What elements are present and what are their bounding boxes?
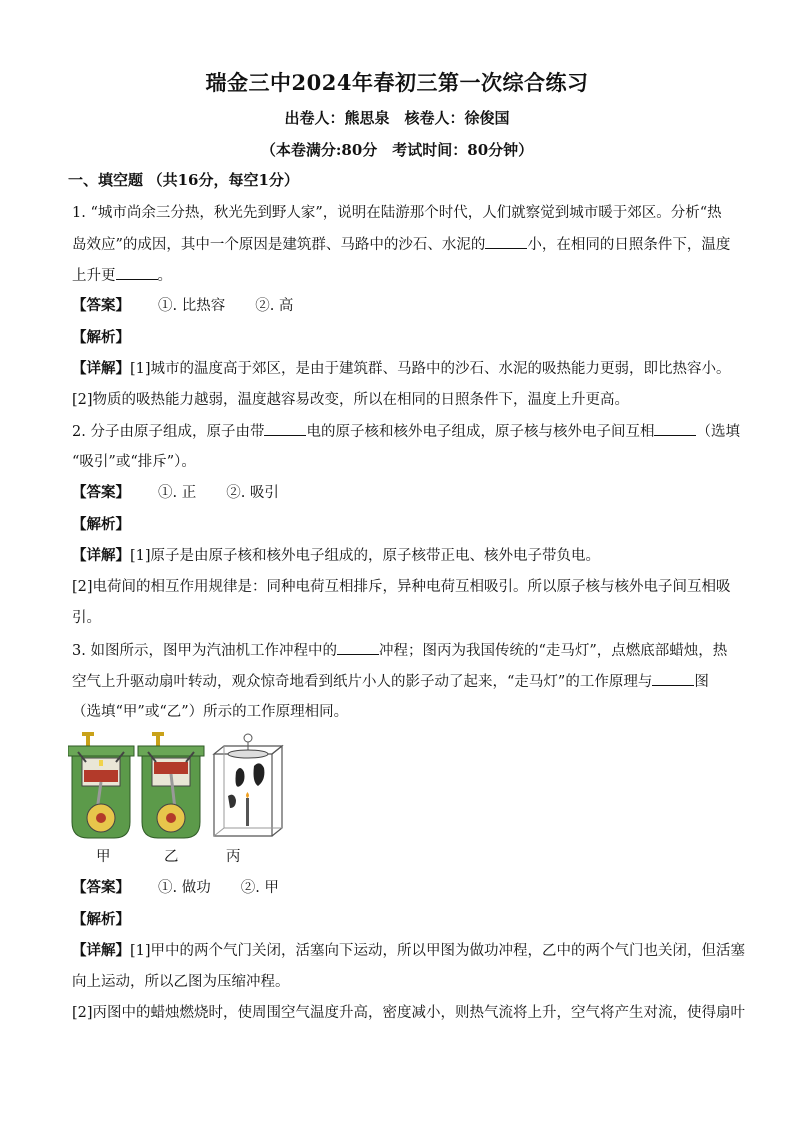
section-title: 一、填空题 <box>68 171 144 189</box>
q1-detail-text-1: [1]城市的温度高于郊区，是由于建筑群、马路中的沙石、水泥的吸热能力更弱，即比热容小。 <box>130 361 731 377</box>
answer-label: 【答案】 <box>72 484 130 501</box>
q3-text-2a: 空气上升驱动扇叶转动，观众惊奇地看到纸片小人的影子动了起来，“走马灯”的工作原理与 <box>72 674 653 690</box>
answer-blank <box>654 421 696 436</box>
q2-detail-1 <box>72 546 600 566</box>
q3-line-1 <box>72 640 727 661</box>
page-title: 瑞金三中2024年春初三第一次综合练习 <box>205 70 589 95</box>
detail-label: 【详解】 <box>72 942 130 959</box>
analysis-label: 【解析】 <box>72 911 130 928</box>
q3-line-2 <box>72 671 709 692</box>
q2-detail-2: [2]电荷间的相互作用规律是：同种电荷互相排斥，异种电荷互相吸引。所以原子核与核外电子间互相吸 <box>72 579 731 595</box>
answer-blank <box>264 421 306 436</box>
q2-answer-2: ②. 吸引 <box>226 485 279 501</box>
q1-text-2b: 小，在相同的日照条件下，温度 <box>527 237 731 253</box>
detail-label: 【详解】 <box>72 360 130 377</box>
q3-detail-text-1: [1]甲中的两个气门关闭，活塞向下运动，所以甲图为做功冲程，乙中的两个气门也关闭，但活塞 <box>130 943 746 959</box>
answer-blank <box>337 640 379 655</box>
lantern-diagram <box>214 734 282 836</box>
answer-blank <box>485 234 527 249</box>
q3-text-2b: 图 <box>694 674 709 690</box>
analysis-label: 【解析】 <box>72 516 130 533</box>
q2-detail-3: 引。 <box>72 610 101 626</box>
exam-info-line: （本卷满分:80分 考试时间：80分钟） <box>260 141 534 159</box>
q3-text-1a: 3. 如图所示，图甲为汽油机工作冲程中的 <box>72 643 337 659</box>
answer-label: 【答案】 <box>72 297 130 314</box>
q2-text-1a: 2. 分子由原子组成，原子由带 <box>72 424 265 440</box>
q3-detail-2: 向上运动，所以乙图为压缩冲程。 <box>72 974 290 990</box>
q2-answer-1: ①. 正 <box>158 485 197 501</box>
q3-answer-2: ②. 甲 <box>240 880 279 896</box>
figure-label-bing: 丙 <box>226 849 241 865</box>
engine-yi-diagram <box>138 732 204 838</box>
q1-detail-2: [2]物质的吸热能力越弱，温度越容易改变，所以在相同的日照条件下，温度上升更高。 <box>72 392 630 408</box>
q1-text-3a: 上升更 <box>72 268 116 284</box>
q1-line-1: 1. “城市尚余三分热，秋光先到野人家”，说明在陆游那个时代，人们就察觉到城市暖于郊区。分析“热 <box>72 205 722 221</box>
q1-detail-1 <box>72 359 731 379</box>
q3-text-1b: 冲程；图丙为我国传统的“走马灯”，点燃底部蜡烛，热 <box>378 643 728 659</box>
section-heading <box>68 170 299 191</box>
q2-text-1c: （选填 <box>696 424 740 440</box>
q3-detail-3: [2]丙图中的蜡烛燃烧时，使周围空气温度升高，密度减小，则热气流将上升，空气将产生对流，使得扇叶 <box>72 1005 746 1021</box>
q2-detail-text-1: [1]原子是由原子核和核外电子组成的，原子核带正电、核外电子带负电。 <box>130 548 601 564</box>
q1-answer <box>72 296 323 316</box>
engine-lantern-figure <box>68 732 288 867</box>
analysis-label: 【解析】 <box>72 329 130 346</box>
figure-label-yi: 乙 <box>164 849 179 865</box>
q3-answer-1: ①. 做功 <box>158 880 211 896</box>
answer-blank <box>652 671 694 686</box>
q1-answer-2: ②. 高 <box>255 298 294 314</box>
q3-line-3: （选填“甲”或“乙”）所示的工作原理相同。 <box>72 704 349 720</box>
q1-line-3 <box>72 265 172 286</box>
detail-label: 【详解】 <box>72 547 130 564</box>
engine-jia-diagram <box>68 732 134 838</box>
q3-detail-1 <box>72 941 745 961</box>
q1-answer-1: ①. 比热容 <box>158 298 226 314</box>
figure-label-jia: 甲 <box>96 849 111 865</box>
q2-answer <box>72 483 309 503</box>
q2-text-1b: 电的原子核和核外电子组成，原子核与核外电子间互相 <box>306 424 655 440</box>
q1-text-3b: 。 <box>157 268 172 284</box>
figure-drawing <box>68 732 288 842</box>
q2-line-2: “吸引”或“排斥”）。 <box>72 454 196 470</box>
q1-text-2a: 岛效应”的成因，其中一个原因是建筑群、马路中的沙石、水泥的 <box>72 237 486 253</box>
answer-blank <box>116 265 158 280</box>
answer-label: 【答案】 <box>72 879 130 896</box>
q3-answer <box>72 878 309 898</box>
q1-line-2 <box>72 234 730 255</box>
section-note: （共16分，每空1分） <box>147 171 299 189</box>
authors-line: 出卷人：熊思泉 核卷人：徐俊国 <box>284 109 510 127</box>
q2-line-1 <box>72 421 740 442</box>
